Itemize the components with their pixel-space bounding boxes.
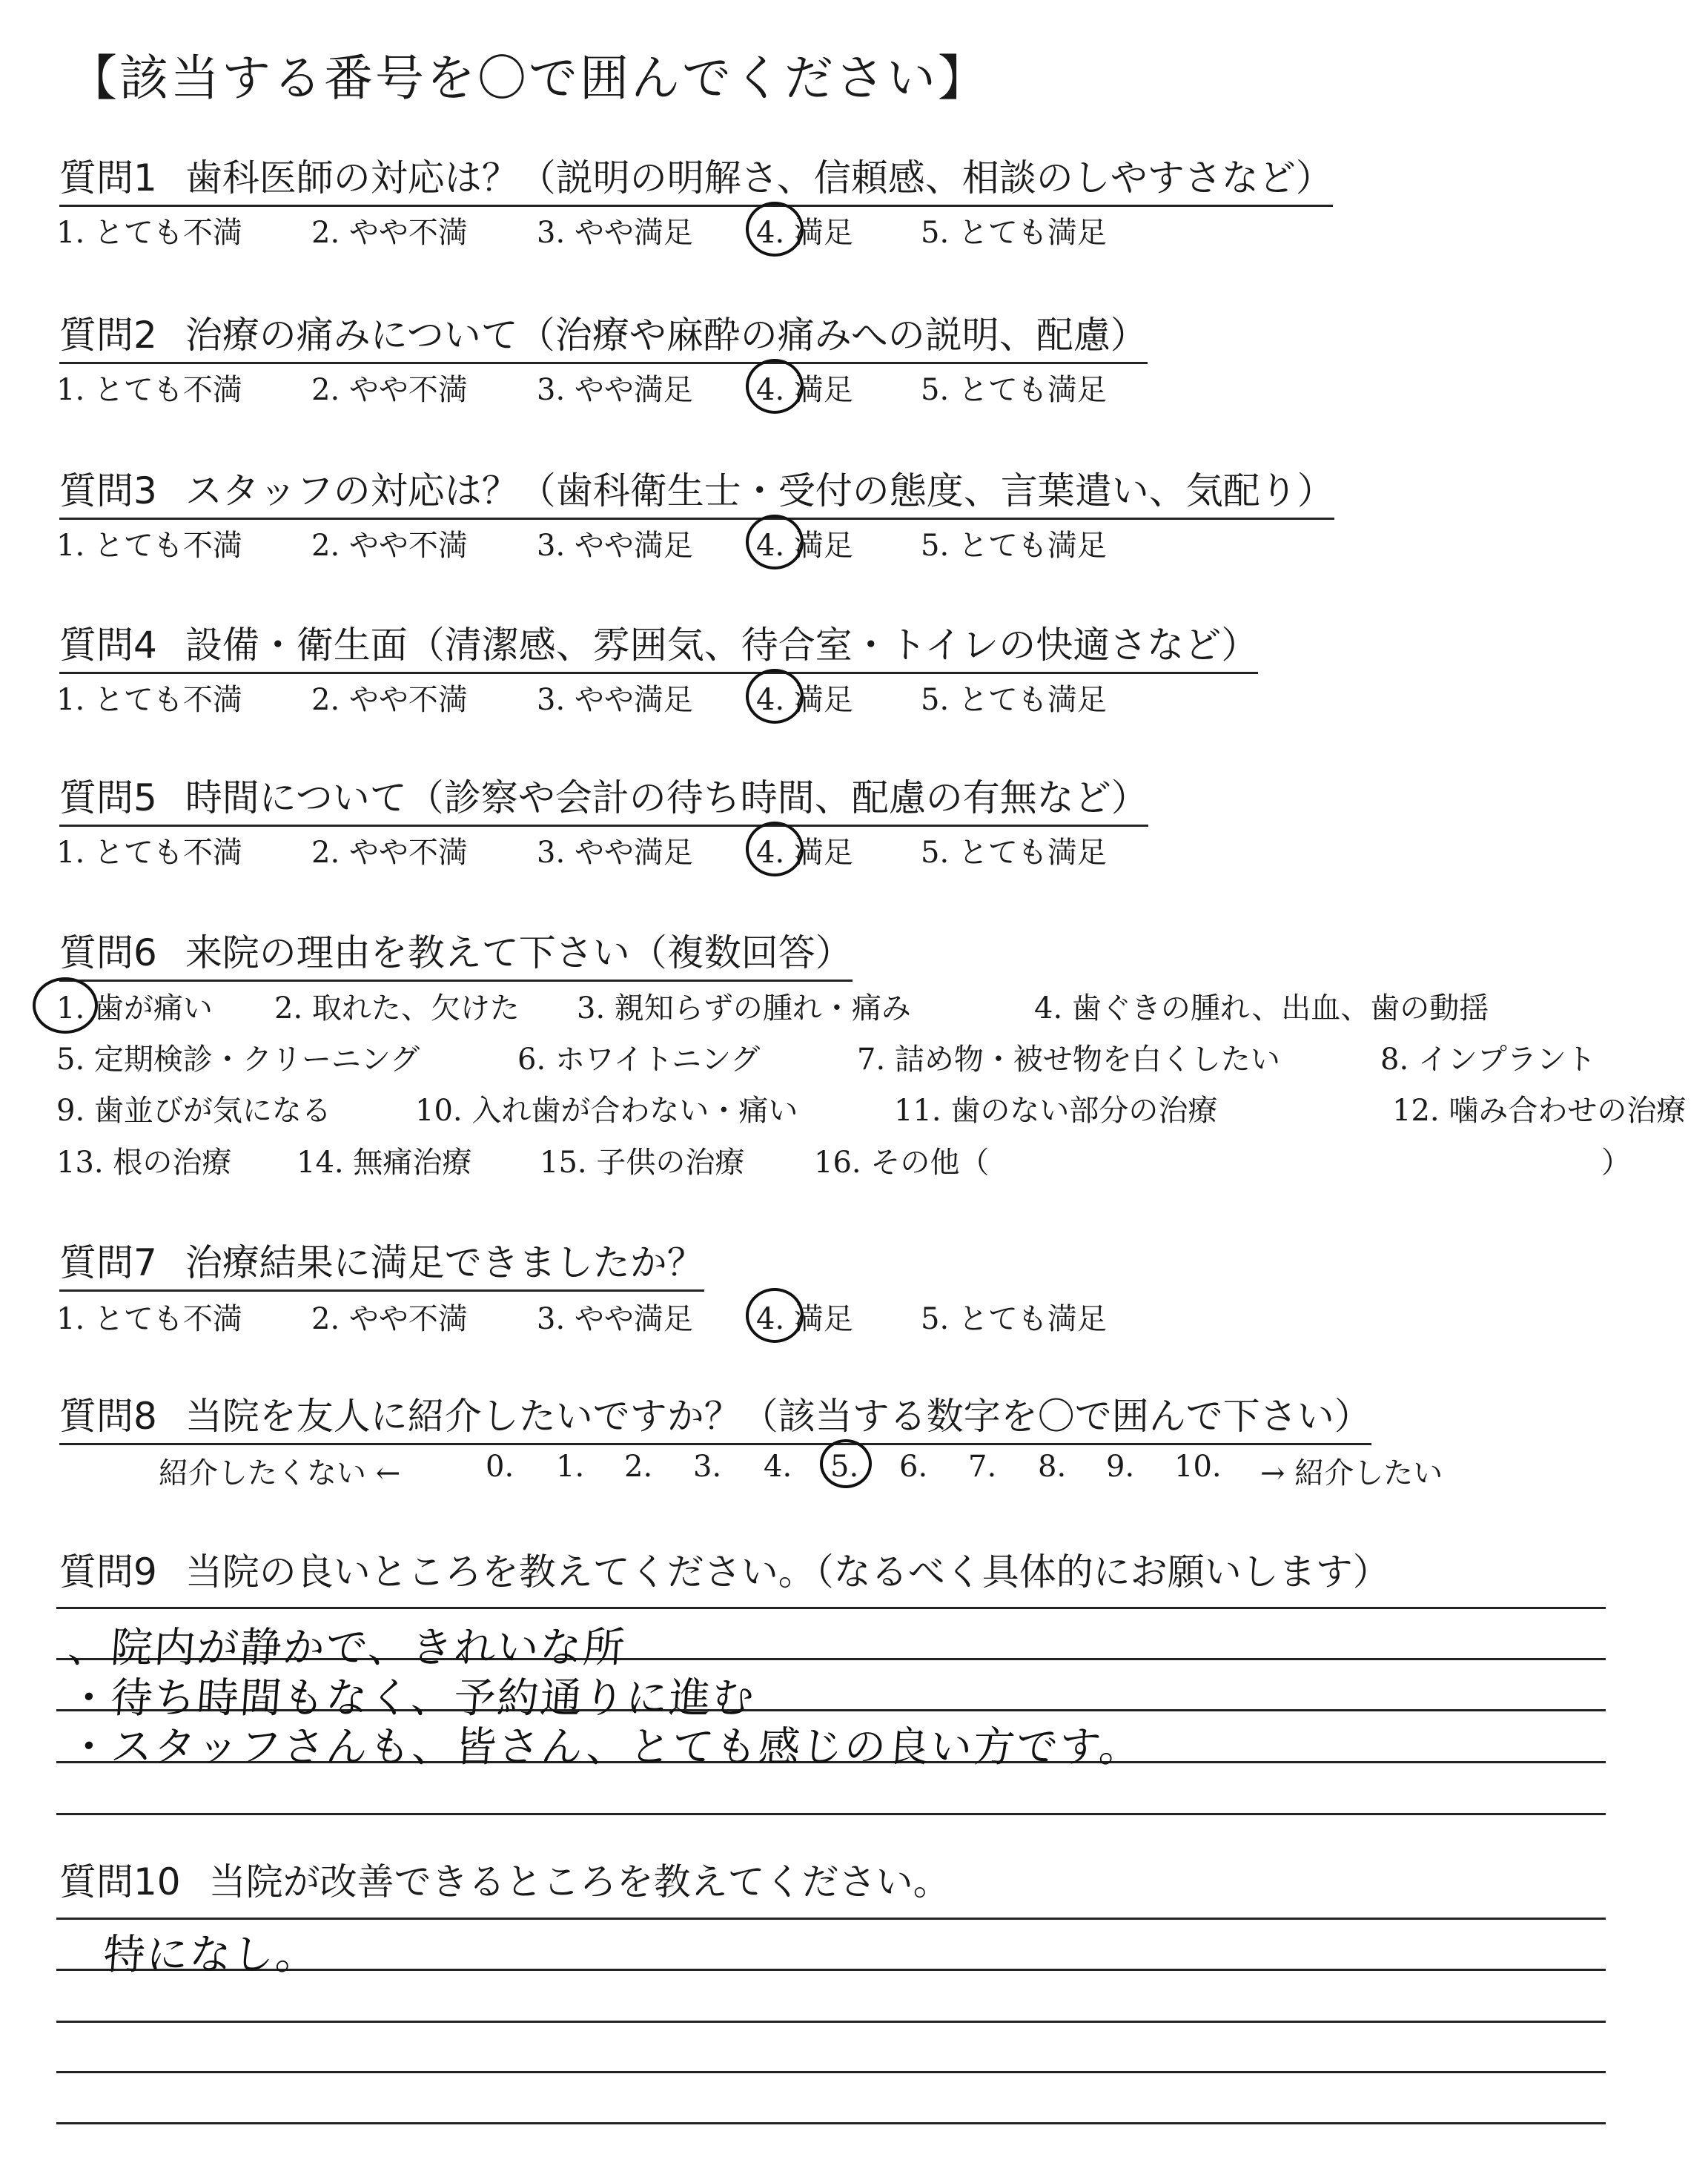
q3-option-2[interactable]: 2. やや不満 xyxy=(311,529,468,563)
q6-reason-item[interactable]: 15. 子供の治療 xyxy=(540,1146,745,1180)
q3-text: スタッフの対応は？（歯科衛生士・受付の態度、言葉遣い、気配り） xyxy=(185,469,1334,512)
q8-right-label: → 紹介したい xyxy=(1260,1456,1443,1490)
q1-title xyxy=(59,148,1333,207)
q4-option-3[interactable]: 3. やや満足 xyxy=(537,683,693,717)
q5-title xyxy=(59,768,1148,827)
q3-option-4[interactable]: 4. 満足 xyxy=(756,529,853,563)
answer-ruled-line xyxy=(56,1607,1606,1609)
q8-scale-2[interactable]: 2. xyxy=(624,1450,653,1484)
q9-title xyxy=(59,1542,1390,1599)
q9-handwritten-answer: ・スタッフさんも、皆さん、とても感じの良い方です。 xyxy=(66,1723,1144,1771)
q5-number: 質問5 xyxy=(59,776,157,819)
q8-scale-7[interactable]: 7. xyxy=(968,1450,997,1484)
q8-scale-6[interactable]: 6. xyxy=(899,1450,928,1484)
q6-reason-item[interactable]: 4. 歯ぐきの腫れ、出血、歯の動揺 xyxy=(1034,991,1489,1025)
q7-text: 治療結果に満足できましたか？ xyxy=(185,1241,704,1284)
q6-reason-item[interactable]: 14. 無痛治療 xyxy=(297,1146,472,1180)
q1-option-5[interactable]: 5. とても満足 xyxy=(921,216,1107,250)
q6-reason-item[interactable]: 8. インプラント xyxy=(1380,1043,1596,1077)
q8-number: 質問8 xyxy=(59,1395,157,1438)
q3-option-1[interactable]: 1. とても不満 xyxy=(56,529,242,563)
q5-option-2[interactable]: 2. やや不満 xyxy=(311,836,468,870)
q2-option-3[interactable]: 3. やや満足 xyxy=(537,373,693,407)
answer-ruled-line xyxy=(56,2122,1606,2124)
q2-option-1[interactable]: 1. とても不満 xyxy=(56,373,242,407)
q6-reason-item[interactable]: 16. その他（ xyxy=(814,1146,990,1180)
q5-option-4[interactable]: 4. 満足 xyxy=(756,836,853,870)
q7-option-5[interactable]: 5. とても満足 xyxy=(921,1302,1107,1336)
page-heading: 【該当する番号を〇で囲んでください】 xyxy=(68,50,989,107)
q4-option-4[interactable]: 4. 満足 xyxy=(756,683,853,717)
q6-reason-item[interactable]: 2. 取れた、欠けた xyxy=(274,991,520,1025)
q6-text: 来院の理由を教えて下さい（複数回答） xyxy=(185,931,853,974)
q6-reason-item[interactable]: 13. 根の治療 xyxy=(56,1146,232,1180)
q8-text: 当院を友人に紹介したいですか？（該当する数字を〇で囲んで下さい） xyxy=(185,1395,1371,1438)
q6-reason-item[interactable]: 7. 詰め物・被せ物を白くしたい xyxy=(857,1043,1280,1077)
q10-number: 質問10 xyxy=(59,1860,181,1903)
q4-title xyxy=(59,615,1258,674)
answer-ruled-line xyxy=(56,2071,1606,2073)
q9-text: 当院の良いところを教えてください。（なるべく具体的にお願いします） xyxy=(185,1550,1390,1593)
q10-title xyxy=(59,1852,950,1909)
q4-option-2[interactable]: 2. やや不満 xyxy=(311,683,468,717)
q9-handwritten-answer: ・待ち時間もなく、予約通りに進む xyxy=(66,1674,757,1723)
q5-option-1[interactable]: 1. とても不満 xyxy=(56,836,242,870)
q5-option-5[interactable]: 5. とても満足 xyxy=(921,836,1107,870)
q2-text: 治療の痛みについて（治療や麻酔の痛みへの説明、配慮） xyxy=(185,314,1148,357)
q1-option-3[interactable]: 3. やや満足 xyxy=(537,216,693,250)
q6-reason-item[interactable]: 11. 歯のない部分の治療 xyxy=(894,1094,1218,1128)
q1-option-4[interactable]: 4. 満足 xyxy=(756,216,853,250)
q8-scale-3[interactable]: 3. xyxy=(693,1450,722,1484)
q5-text: 時間について（診察や会計の待ち時間、配慮の有無など） xyxy=(185,776,1148,819)
q9-number: 質問9 xyxy=(59,1550,157,1593)
q6-reason-item[interactable]: 10. 入れ歯が合わない・痛い xyxy=(415,1094,798,1128)
answer-ruled-line xyxy=(56,2021,1606,2023)
q10-text: 当院が改善できるところを教えてください。 xyxy=(208,1860,950,1903)
q7-option-3[interactable]: 3. やや満足 xyxy=(537,1302,693,1336)
q8-left-label: 紹介したくない ← xyxy=(159,1456,401,1490)
q4-option-5[interactable]: 5. とても満足 xyxy=(921,683,1107,717)
q6-title xyxy=(59,923,853,982)
q8-scale-9[interactable]: 9. xyxy=(1106,1450,1135,1484)
q8-scale-8[interactable]: 8. xyxy=(1038,1450,1067,1484)
q4-text: 設備・衛生面（清潔感、雰囲気、待合室・トイレの快適さなど） xyxy=(185,624,1259,667)
q2-title xyxy=(59,305,1148,364)
q7-number: 質問7 xyxy=(59,1241,157,1284)
answer-ruled-line xyxy=(56,1918,1606,1920)
q2-option-2[interactable]: 2. やや不満 xyxy=(311,373,468,407)
q8-scale-4[interactable]: 4. xyxy=(764,1450,792,1484)
q4-option-1[interactable]: 1. とても不満 xyxy=(56,683,242,717)
q2-option-4[interactable]: 4. 満足 xyxy=(756,373,853,407)
q8-scale-10[interactable]: 10. xyxy=(1174,1450,1222,1484)
q5-option-3[interactable]: 3. やや満足 xyxy=(537,836,693,870)
q7-option-4[interactable]: 4. 満足 xyxy=(756,1302,853,1336)
q8-scale-5[interactable]: 5. xyxy=(830,1450,859,1484)
q6-reason-item[interactable]: ） xyxy=(1601,1146,1631,1180)
q7-title xyxy=(59,1233,704,1292)
q3-number: 質問3 xyxy=(59,469,157,512)
q10-handwritten-answer: 特になし。 xyxy=(102,1931,320,1979)
q8-title xyxy=(59,1387,1371,1445)
q6-reason-item[interactable]: 12. 噛み合わせの治療 xyxy=(1392,1094,1687,1128)
q4-number: 質問4 xyxy=(59,624,157,667)
q7-option-1[interactable]: 1. とても不満 xyxy=(56,1302,242,1336)
q6-reason-item[interactable]: 3. 親知らずの腫れ・痛み xyxy=(577,991,911,1025)
q1-option-1[interactable]: 1. とても不満 xyxy=(56,216,242,250)
q9-handwritten-answer: 、院内が静かで、きれいな所 xyxy=(66,1624,628,1672)
q2-number: 質問2 xyxy=(59,314,157,357)
q3-option-5[interactable]: 5. とても満足 xyxy=(921,529,1107,563)
q8-scale-0[interactable]: 0. xyxy=(486,1450,514,1484)
q6-reason-item[interactable]: 6. ホワイトニング xyxy=(517,1043,761,1077)
q1-text: 歯科医師の対応は？（説明の明解さ、信頼感、相談のしやすさなど） xyxy=(185,156,1333,199)
q6-number: 質問6 xyxy=(59,931,157,974)
q2-option-5[interactable]: 5. とても満足 xyxy=(921,373,1107,407)
q7-option-2[interactable]: 2. やや不満 xyxy=(311,1302,468,1336)
answer-ruled-line xyxy=(56,1813,1606,1815)
q6-reason-item[interactable]: 5. 定期検診・クリーニング xyxy=(56,1043,420,1077)
q3-title xyxy=(59,461,1334,520)
q3-option-3[interactable]: 3. やや満足 xyxy=(537,529,693,563)
q1-option-2[interactable]: 2. やや不満 xyxy=(311,216,468,250)
q1-number: 質問1 xyxy=(59,156,157,199)
q8-scale-1[interactable]: 1. xyxy=(556,1450,585,1484)
q6-reason-item[interactable]: 1. 歯が痛い xyxy=(56,991,213,1025)
q6-reason-item[interactable]: 9. 歯並びが気になる xyxy=(56,1094,331,1128)
